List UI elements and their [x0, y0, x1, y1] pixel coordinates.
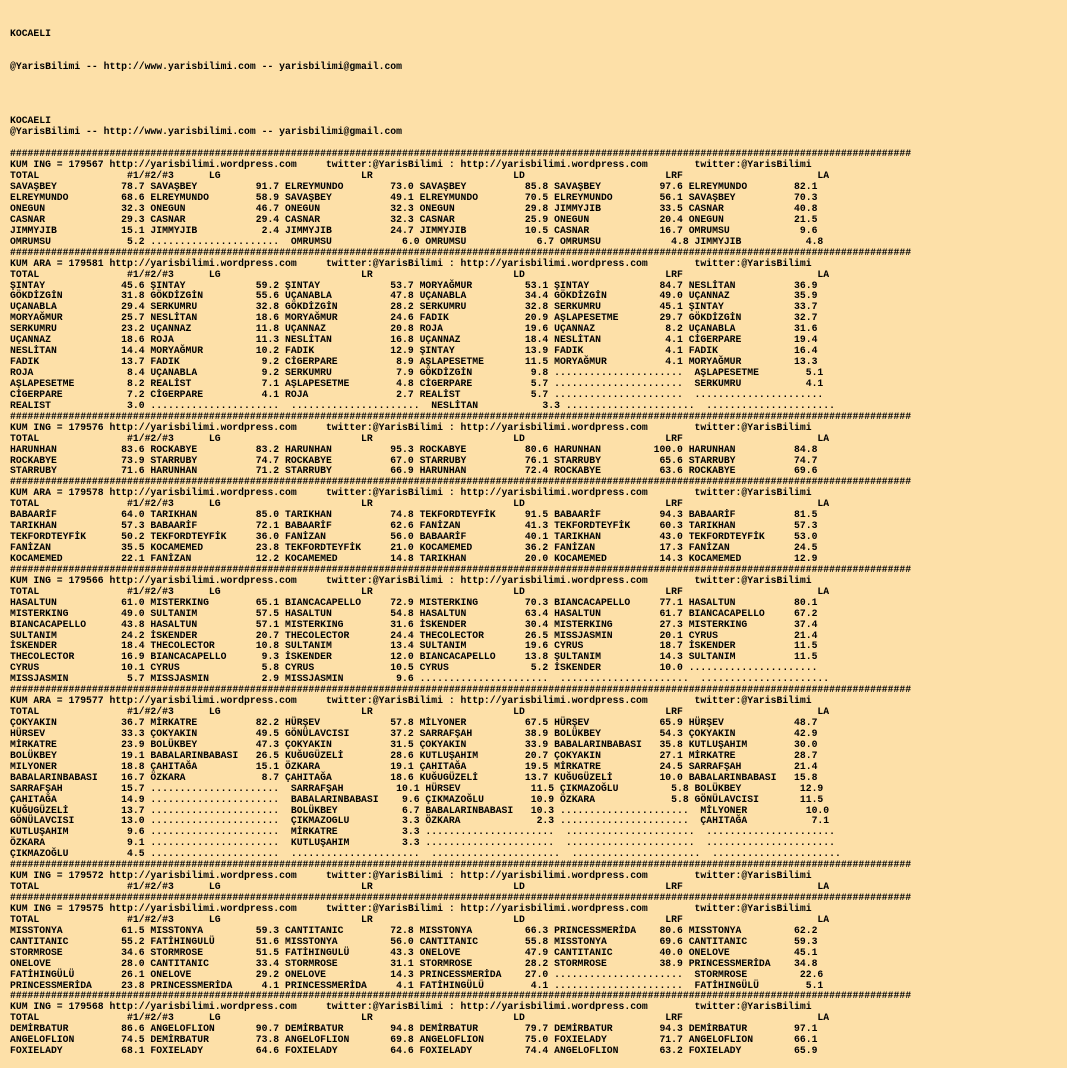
- results-line: NESLİTAN 14.4 MORYAĞMUR 10.2 FADIK 12.9 ŞINTAY 13.9 FADIK 4.1 FADIK 16.4: [10, 345, 818, 357]
- results-line: TEKFORDTEYFİK 50.2 TEKFORDTEYFİK 36.0 FANİZAN 56.0 BABAARİF 40.1 TARIKHAN 43.0 TEKFORDTEYFİK 53.0: [10, 531, 818, 543]
- results-line: ÇOKYAKIN 36.7 MİRKATRE 82.2 HÜRŞEV 57.8 MİLYONER 67.5 HÜRŞEV 65.9 HÜRŞEV 48.7: [10, 717, 818, 729]
- results-line: PRINCESSMERİDA 23.8 PRINCESSMERİDA 4.1 PRINCESSMERİDA 4.1 FATİHINGÜLÜ 4.1 ...................... FATİHINGÜLÜ 5.1: [10, 979, 824, 991]
- results-line: REALIST 3.0 ...................... ...................... NESLİTAN 3.3 ...................... ......................: [10, 399, 835, 411]
- results-line: CANTITANIC 55.2 FATİHINGULÜ 51.6 MISSTONYA 56.0 CANTITANIC 55.8 MISSTONYA 69.6 CANTITANIC 59.3: [10, 935, 818, 947]
- column-header-line: TOTAL #1/#2/#3 LG LR LD LRF LA: [10, 432, 830, 444]
- race-header-line: KUM ING = 179566 http://yarisbilimi.wordpress.com twitter:@YarisBilimi : http://yarisbilimi.wordpress.com twitter:@YarisBilimi: [10, 574, 812, 586]
- results-line: MISSJASMIN 5.7 MISSJASMIN 2.9 MISSJASMIN 9.6 ...................... ...................... ......................: [10, 673, 830, 685]
- results-line: HASALTUN 61.0 MISTERKING 65.1 BIANCACAPELLO 72.9 MISTERKING 70.3 BIANCACAPELLO 77.1 HASALTUN 80.1: [10, 596, 818, 608]
- race-header-line: KUM ING = 179572 http://yarisbilimi.wordpress.com twitter:@YarisBilimi : http://yarisbilimi.wordpress.com twitter:@YarisBilimi: [10, 870, 812, 882]
- separator-line: ##########################################################################################################################################################: [10, 859, 912, 871]
- separator-line: ##########################################################################################################################################################: [10, 892, 912, 904]
- results-line: CİGERPARE 7.2 CİGERPARE 4.1 ROJA 2.7 REALİST 5.7 ...................... ......................: [10, 388, 824, 400]
- results-text: [10, 95, 911, 1058]
- separator-line: ##########################################################################################################################################################: [10, 990, 912, 1002]
- results-line: FANİZAN 35.5 KOCAMEMED 23.8 TEKFORDTEYFİK 21.0 KOCAMEMED 36.2 FANİZAN 17.3 FANİZAN 24.5: [10, 542, 818, 554]
- header-city: KOCAELI: [10, 27, 51, 39]
- results-line: UÇANABLA 29.4 SERKUMRU 32.8 GÖKDİZGİN 28.2 SERKUMRU 32.8 SERKUMRU 45.1 ŞINTAY 33.7: [10, 301, 818, 313]
- results-line: MISSTONYA 61.5 MISSTONYA 59.3 CANTITANIC 72.8 MISSTONYA 66.3 PRINCESSMERİDA 80.6 MISSTONYA 62.2: [10, 924, 818, 936]
- results-line: BOLÜKBEY 19.1 BABALARINBABASI 26.5 KUĞUGÜZELİ 28.6 KUTLUŞAHIM 20.7 ÇOKYAKIN 27.1 MİRKATRE 28.7: [10, 749, 818, 761]
- separator-line: ##########################################################################################################################################################: [10, 148, 912, 160]
- results-line: STARRUBY 71.6 HARUNHAN 71.2 STARRUBY 66.9 HARUNHAN 72.4 ROCKABYE 63.6 ROCKABYE 69.6: [10, 465, 818, 477]
- race-header-line: KUM ARA = 179577 http://yarisbilimi.wordpress.com twitter:@YarisBilimi : http://yarisbilimi.wordpress.com twitter:@YarisBilimi: [10, 695, 812, 707]
- column-header-line: TOTAL #1/#2/#3 LG LR LD LRF LA: [10, 1012, 830, 1024]
- race-header-line: KUM ARA = 179578 http://yarisbilimi.wordpress.com twitter:@YarisBilimi : http://yarisbilimi.wordpress.com twitter:@YarisBilimi: [10, 487, 812, 499]
- contact-line: @YarisBilimi -- http://www.yarisbilimi.com -- yarisbilimi@gmail.com: [10, 126, 403, 138]
- results-line: MISTERKING 49.0 SULTANIM 57.5 HASALTUN 54.8 HASALTUN 63.4 HASALTUN 61.7 BIANCACAPELLO 67.2: [10, 607, 818, 619]
- results-line: KOCAMEMED 22.1 FANİZAN 12.2 KOCAMEMED 14.8 TARIKHAN 20.0 KOCAMEMED 14.3 KOCAMEMED 12.9: [10, 552, 818, 564]
- results-line: AŞLAPESETME 8.2 REALİST 7.1 AŞLAPESETME 4.8 CİGERPARE 5.7 ...................... SERKUMRU 4.1: [10, 377, 824, 389]
- results-line: GÖNÜLAVCISI 13.0 ...................... ÇIKMAZOGLU 3.3 ÖZKARA 2.3 ...................... ÇAHITAĞA 7.1: [10, 815, 830, 827]
- results-line: ÇIKMAZOĞLU 4.5 ...................... ...................... ...................... ...................... ......................: [10, 848, 841, 860]
- results-line: CASNAR 29.3 CASNAR 29.4 CASNAR 32.3 CASNAR 25.9 ONEGUN 20.4 ONEGUN 21.5: [10, 213, 818, 225]
- results-line: STORMROSE 34.6 STORMROSE 51.5 FATİHINGULÜ 43.3 ONELOVE 47.9 CANTITANIC 40.0 ONELOVE 45.1: [10, 946, 818, 958]
- results-line: FATİHINGÜLÜ 26.1 ONELOVE 29.2 ONELOVE 14.3 PRINCESSMERİDA 27.0 ...................... STORMROSE 22.6: [10, 968, 824, 980]
- results-line: KUTLUŞAHIM 9.6 ...................... MİRKATRE 3.3 ...................... ...................... ......................: [10, 826, 835, 838]
- results-line: FADIK 13.7 FADIK 9.2 CİGERPARE 8.9 AŞLAPESETME 11.5 MORYAĞMUR 4.1 MORYAĞMUR 13.3: [10, 356, 818, 368]
- results-line: SERKUMRU 23.2 UÇANNAZ 11.8 UÇANNAZ 20.8 ROJA 19.6 UÇANNAZ 8.2 UÇANABLA 31.6: [10, 323, 818, 335]
- results-line: ÖZKARA 9.1 ...................... KUTLUŞAHIM 3.3 ...................... ...................... ......................: [10, 837, 835, 849]
- results-line: ELREYMUNDO 68.6 ELREYMUNDO 58.9 SAVAŞBEY 49.1 ELREYMUNDO 70.5 ELREYMUNDO 56.1 SAVAŞBEY 70.3: [10, 192, 818, 204]
- results-line: BIANCACAPELLO 43.8 HASALTUN 57.1 MISTERKING 31.6 İSKENDER 30.4 MISTERKING 27.3 MISTERKING 37.4: [10, 618, 818, 630]
- column-header-line: TOTAL #1/#2/#3 LG LR LD LRF LA: [10, 498, 830, 510]
- results-line: TARIKHAN 57.3 BABAARİF 72.1 BABAARİF 62.6 FANİZAN 41.3 TEKFORDTEYFİK 60.3 TARIKHAN 57.3: [10, 520, 818, 532]
- separator-line: ##########################################################################################################################################################: [10, 684, 912, 696]
- results-line: JIMMYJIB 15.1 JIMMYJIB 2.4 JIMMYJIB 24.7 JIMMYJIB 10.5 CASNAR 16.7 OMRUMSU 9.6: [10, 224, 818, 236]
- separator-line: ##########################################################################################################################################################: [10, 246, 912, 258]
- separator-line: ##########################################################################################################################################################: [10, 410, 912, 422]
- race-header-line: KUM ING = 179575 http://yarisbilimi.wordpress.com twitter:@YarisBilimi : http://yarisbilimi.wordpress.com twitter:@YarisBilimi: [10, 902, 812, 914]
- column-header-line: TOTAL #1/#2/#3 LG LR LD LRF LA: [10, 881, 830, 893]
- race-header-line: KUM ING = 179568 http://yarisbilimi.wordpress.com twitter:@YarisBilimi : http://yarisbilimi.wordpress.com twitter:@YarisBilimi: [10, 1001, 812, 1013]
- results-line: SULTANIM 24.2 İSKENDER 20.7 THECOLECTOR 24.4 THECOLECTOR 26.5 MISSJASMIN 20.1 CYRUS 21.4: [10, 629, 818, 641]
- column-header-line: TOTAL #1/#2/#3 LG LR LD LRF LA: [10, 706, 830, 718]
- results-line: OMRUMSU 5.2 ...................... OMRUMSU 6.0 OMRUMSU 6.7 OMRUMSU 4.8 JIMMYJIB 4.8: [10, 235, 824, 247]
- results-line: ANGELOFLION 74.5 DEMİRBATUR 73.8 ANGELOFLION 69.8 ANGELOFLION 75.0 FOXIELADY 71.7 ANGELOFLION 66.1: [10, 1034, 818, 1046]
- results-line: SARRAFŞAH 15.7 ...................... SARRAFŞAH 10.1 HÜRSEV 11.5 ÇIKMAZOĞLU 5.8 BOLÜKBEY 12.9: [10, 782, 824, 794]
- results-line: ÇAHITAĞA 14.9 ...................... BABALARINBABASI 9.6 ÇIKMAZOĞLU 10.9 ÖZKARA 5.8 GÖNÜLAVCISI 11.5: [10, 793, 824, 805]
- race-header-line: KUM ING = 179567 http://yarisbilimi.wordpress.com twitter:@YarisBilimi : http://yarisbilimi.wordpress.com twitter:@YarisBilimi: [10, 159, 812, 171]
- results-line: GÖKDİZGİN 31.8 GÖKDİZGİN 55.6 UÇANABLA 47.8 UÇANABLA 34.4 GÖKDİZGİN 49.0 UÇANNAZ 35.9: [10, 290, 818, 302]
- blank-line: [10, 106, 911, 117]
- results-line: BABALARINBABASI 16.7 ÖZKARA 8.7 ÇAHITAĞA 18.6 KUĞUGÜZELİ 13.7 KUĞUGÜZELİ 10.0 BABALARINBABASI 15.8: [10, 771, 818, 783]
- results-line: DEMİRBATUR 86.6 ANGELOFLION 90.7 DEMİRBATUR 94.8 DEMİRBATUR 79.7 DEMİRBATUR 94.3 DEMİRBATUR 97.1: [10, 1023, 818, 1035]
- results-line: BABAARİF 64.0 TARIKHAN 85.0 TARIKHAN 74.8 TEKFORDTEYFİK 91.5 BABAARİF 94.3 BABAARİF 81.5: [10, 509, 818, 521]
- column-header-line: TOTAL #1/#2/#3 LG LR LD LRF LA: [10, 913, 830, 925]
- column-header-line: TOTAL #1/#2/#3 LG LR LD LRF LA: [10, 585, 830, 597]
- results-line: ROCKABYE 73.9 STARRUBY 74.7 ROCKABYE 67.0 STARRUBY 76.1 STARRUBY 65.6 STARRUBY 74.7: [10, 454, 818, 466]
- results-line: ROJA 8.4 UÇANABLA 9.2 SERKUMRU 7.9 GÖKDİZGİN 9.8 ...................... AŞLAPESETME 5.1: [10, 367, 824, 379]
- header-contact: @YarisBilimi -- http://www.yarisbilimi.com -- yarisbilimi@gmail.com: [10, 60, 403, 72]
- results-line: MİRKATRE 23.9 BOLÜKBEY 47.3 ÇOKYAKIN 31.5 ÇOKYAKIN 33.9 BABALARINBABASI 35.8 KUTLUŞAHIM 30.0: [10, 738, 818, 750]
- results-line: HÜRSEV 33.3 ÇOKYAKIN 49.5 GÖNÜLAVCISI 37.2 SARRAFŞAH 38.9 BOLÜKBEY 54.3 ÇOKYAKIN 42.9: [10, 727, 818, 739]
- results-line: ONEGUN 32.3 ONEGUN 46.7 ONEGUN 32.3 ONEGUN 29.8 JIMMYJIB 33.5 CASNAR 40.8: [10, 202, 818, 214]
- results-line: MILYONER 18.8 ÇAHITAĞA 15.1 ÖZKARA 19.1 ÇAHITAĞA 19.5 MİRKATRE 24.5 SARRAFŞAH 21.4: [10, 760, 818, 772]
- results-line: ŞINTAY 45.6 ŞINTAY 59.2 ŞINTAY 53.7 MORYAĞMUR 53.1 ŞINTAY 84.7 NESLİTAN 36.9: [10, 279, 818, 291]
- race-header-line: KUM ING = 179576 http://yarisbilimi.wordpress.com twitter:@YarisBilimi : http://yarisbilimi.wordpress.com twitter:@YarisBilimi: [10, 421, 812, 433]
- results-line: ONELOVE 28.0 CANTITANIC 33.4 STORMROSE 31.1 STORMROSE 28.2 STORMROSE 38.9 PRINCESSMERİDA 34.8: [10, 957, 818, 969]
- results-document: [10, 7, 911, 1068]
- results-line: CYRUS 10.1 CYRUS 5.8 CYRUS 10.5 CYRUS 5.2 İSKENDER 10.0 ......................: [10, 662, 818, 674]
- separator-line: ##########################################################################################################################################################: [10, 476, 912, 488]
- column-header-line: TOTAL #1/#2/#3 LG LR LD LRF LA: [10, 268, 830, 280]
- separator-line: ##########################################################################################################################################################: [10, 563, 912, 575]
- results-line: HARUNHAN 83.6 ROCKABYE 83.2 HARUNHAN 95.3 ROCKABYE 80.6 HARUNHAN 100.0 HARUNHAN 84.8: [10, 443, 818, 455]
- results-line: MORYAĞMUR 25.7 NESLİTAN 18.6 MORYAĞMUR 24.6 FADIK 20.9 AŞLAPESETME 29.7 GÖKDİZGİN 32.7: [10, 312, 818, 324]
- race-header-line: KUM ARA = 179581 http://yarisbilimi.wordpress.com twitter:@YarisBilimi : http://yarisbilimi.wordpress.com twitter:@YarisBilimi: [10, 257, 812, 269]
- city-line: KOCAELI: [10, 115, 51, 127]
- blank-line: [10, 95, 911, 106]
- results-line: İSKENDER 18.4 THECOLECTOR 10.8 SULTANIM 13.4 SULTANIM 19.6 CYRUS 18.7 İSKENDER 11.5: [10, 640, 818, 652]
- results-line: FOXIELADY 68.1 FOXIELADY 64.6 FOXIELADY 64.6 FOXIELADY 74.4 ANGELOFLION 63.2 FOXIELADY 65.9: [10, 1045, 818, 1057]
- results-line: UÇANNAZ 18.6 ROJA 11.3 NESLİTAN 16.8 UÇANNAZ 18.4 NESLİTAN 4.1 CİGERPARE 19.4: [10, 334, 818, 346]
- results-line: THECOLECTOR 16.9 BIANCACAPELLO 9.3 İSKENDER 12.0 BIANCACAPELLO 13.8 ŞULTANIM 14.3 SULTANIM 11.5: [10, 651, 818, 663]
- results-line: KUĞUGÜZELİ 13.7 ...................... BOLÜKBEY 6.7 BABALARINBABASI 10.3 ...................... MİLYONER 10.0: [10, 804, 830, 816]
- results-line: SAVAŞBEY 78.7 SAVAŞBEY 91.7 ELREYMUNDO 73.0 SAVAŞBEY 85.8 SAVAŞBEY 97.6 ELREYMUNDO 82.1: [10, 181, 818, 193]
- column-header-line: TOTAL #1/#2/#3 LG LR LD LRF LA: [10, 170, 830, 182]
